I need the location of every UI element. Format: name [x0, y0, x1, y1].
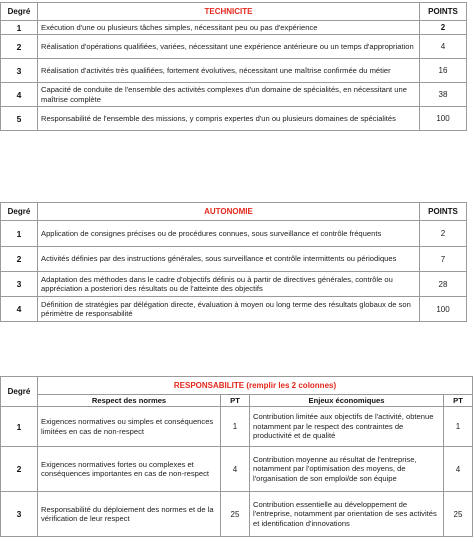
pt-cell: 25 [221, 492, 250, 537]
degree-cell: 3 [1, 59, 38, 83]
table-row [1, 35, 467, 59]
degree-cell: 5 [1, 107, 38, 131]
points-cell: 7 [420, 247, 467, 272]
points-cell: 28 [420, 272, 467, 297]
table-row [1, 407, 473, 447]
autonomie-degree-header: Degré [1, 203, 38, 221]
table-row [1, 297, 467, 322]
table-row [1, 83, 467, 107]
description-cell: Réalisation d'opérations qualifiées, variées, nécessitant une expérience antérieure ou un temps d'appropriation [38, 35, 420, 59]
table-row [1, 247, 467, 272]
technicite-degree-header: Degré [1, 3, 38, 21]
table-row [1, 21, 467, 35]
autonomie-points-header: POINTS [420, 203, 467, 221]
technicite-points-header: POINTS [420, 3, 467, 21]
table-row [1, 447, 473, 492]
autonomie-table [0, 202, 467, 322]
description-cell: Application de consignes précises ou de procédures connues, sous surveillance et contrôle fréquents [38, 221, 420, 247]
table-row [1, 272, 467, 297]
autonomie-title: AUTONOMIE [38, 203, 420, 221]
table-row [1, 221, 467, 247]
enjeux-cell: Contribution moyenne au résultat de l'entreprise, notamment par l'optimisation des moyens, de l'organisation de son emploi/de son équipe [250, 447, 444, 492]
enjeux-cell: Contribution essentielle au développement de l'entreprise, notamment par orientation de ses activités et identification d'innovations [250, 492, 444, 537]
responsabilite-degree-header: Degré [1, 377, 38, 407]
table-row [1, 492, 473, 537]
responsabilite-title: RESPONSABILITE (remplir les 2 colonnes) [38, 377, 473, 395]
normes-cell: Exigences normatives fortes ou complexes et conséquences importantes en cas de non-respect [38, 447, 221, 492]
pt-cell: 4 [221, 447, 250, 492]
pt-header: PT [444, 395, 473, 407]
points-cell: 2 [420, 221, 467, 247]
points-cell: 100 [420, 297, 467, 322]
technicite-title: TECHNICITE [38, 3, 420, 21]
description-cell: Activités définies par des instructions générales, sous surveillance et contrôle intermittents ou périodiques [38, 247, 420, 272]
pt-header: PT [221, 395, 250, 407]
degree-cell: 1 [1, 21, 38, 35]
normes-cell: Responsabilité du déploiement des normes et de la vérification de leur respect [38, 492, 221, 537]
degree-cell: 2 [1, 447, 38, 492]
pt-cell: 25 [444, 492, 473, 537]
description-cell: Capacité de conduite de l'ensemble des activités complexes d'un domaine de spécialités, en nécessitant une maîtrise complète [38, 83, 420, 107]
pt-cell: 1 [444, 407, 473, 447]
degree-cell: 2 [1, 247, 38, 272]
enjeux-cell: Contribution limitée aux objectifs de l'activité, obtenue notamment par le respect des contraintes de productivité et de qualité [250, 407, 444, 447]
degree-cell: 4 [1, 83, 38, 107]
points-cell: 38 [420, 83, 467, 107]
responsabilite-table [0, 376, 473, 537]
description-cell: Réalisation d'activités très qualifiées, fortement évolutives, nécessitant une maîtrise confirmée du métier [38, 59, 420, 83]
normes-cell: Exigences normatives ou simples et conséquences limitées en cas de non-respect [38, 407, 221, 447]
technicite-table [0, 2, 467, 131]
description-cell: Exécution d'une ou plusieurs tâches simples, nécessitant peu ou pas d'expérience [38, 21, 420, 35]
description-cell: Responsabilité de l'ensemble des missions, y compris expertes d'un ou plusieurs domaines de spécialités [38, 107, 420, 131]
points-cell: 16 [420, 59, 467, 83]
enjeux-header: Enjeux économiques [250, 395, 444, 407]
description-cell: Définition de stratégies par délégation directe, évaluation à moyen ou long terme des résultats globaux de son périmètre de responsabilité [38, 297, 420, 322]
table-row [1, 59, 467, 83]
degree-cell: 1 [1, 221, 38, 247]
degree-cell: 4 [1, 297, 38, 322]
points-cell: 4 [420, 35, 467, 59]
points-cell: 100 [420, 107, 467, 131]
degree-cell: 1 [1, 407, 38, 447]
points-cell: 2 [420, 21, 467, 35]
normes-header: Respect des normes [38, 395, 221, 407]
degree-cell: 3 [1, 272, 38, 297]
pt-cell: 4 [444, 447, 473, 492]
degree-cell: 3 [1, 492, 38, 537]
pt-cell: 1 [221, 407, 250, 447]
degree-cell: 2 [1, 35, 38, 59]
table-row [1, 107, 467, 131]
description-cell: Adaptation des méthodes dans le cadre d'objectifs définis ou à partir de directives générales, contrôle ou appréciation a posteriori des résultats ou de l'atteinte des objectifs [38, 272, 420, 297]
